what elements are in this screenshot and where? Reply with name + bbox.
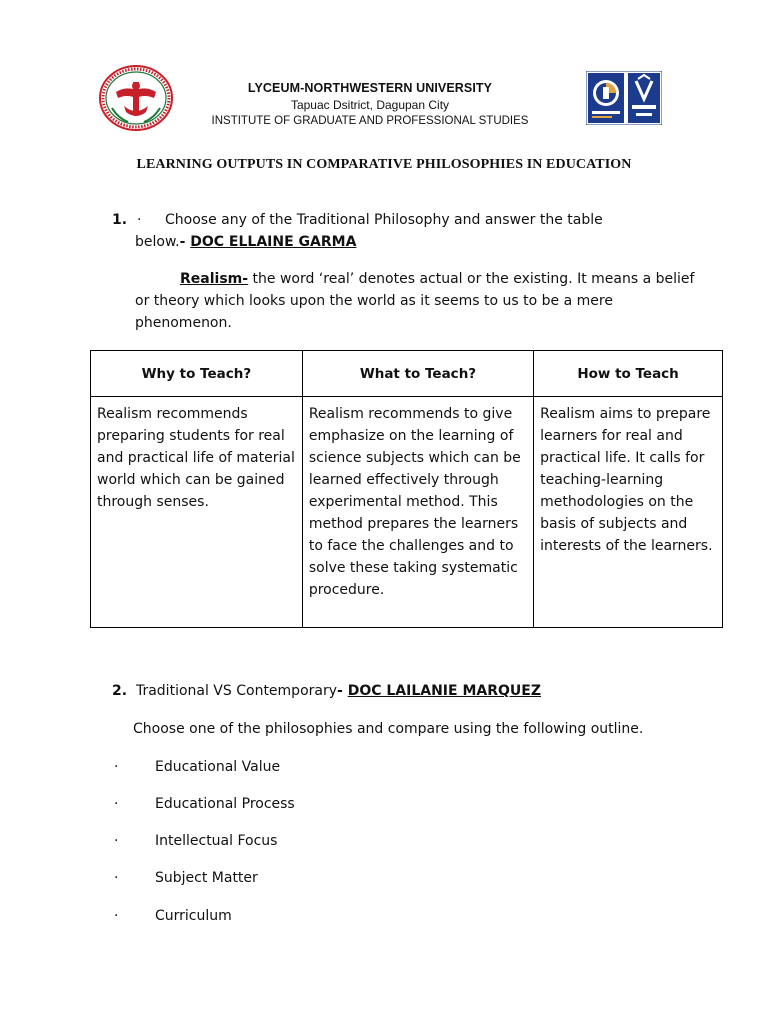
question-2-number: 2. [112,683,128,699]
table-row [91,397,723,628]
realism-term: Realism- [180,271,249,287]
outline-curriculum: Curriculum [155,908,232,924]
realism-teaching-table [90,350,723,628]
cell-how-to-teach: Realism aims to prepare learners for real and practical life. It calls for teaching-learning methodologies on the basis of subjects and interests of the learners. [534,397,723,628]
outline-educational-value: Educational Value [155,759,281,775]
question-1-dash: - [179,234,191,250]
question-2-instruction: Choose one of the philosophies and compare using the following outline. [133,721,644,737]
question-2 [112,680,541,702]
outline-subject-matter: Subject Matter [155,870,258,886]
table-header-row [91,351,723,397]
realism-definition [135,268,695,334]
list-bullet: · [114,908,119,924]
question-1-bullet: · [137,212,142,228]
header-how-to-teach: How to Teach [534,351,723,397]
outline-intellectual-focus: Intellectual Focus [155,833,278,849]
question-1-text-line2 [135,231,356,253]
institute-name: INSTITUTE OF GRADUATE AND PROFESSIONAL STUDIES [211,115,529,127]
certification-badge-logo [586,71,662,125]
university-address: Tapuac Dsitrict, Dagupan City [290,98,450,112]
question-2-dash: - [337,683,348,699]
header-why-to-teach: Why to Teach? [91,351,303,397]
document-title: LEARNING OUTPUTS IN COMPARATIVE PHILOSOPHIES IN EDUCATION [136,157,632,172]
question-1-author: DOC ELLAINE GARMA [190,234,357,250]
question-2-text: Traditional VS Contemporary [135,683,338,699]
header-what-to-teach: What to Teach? [302,351,533,397]
cell-what-to-teach: Realism recommends to give emphasize on the learning of science subjects which can be learned effectively through experimental method. This method prepares the learners to face the challenges and to solve these taking systematic procedure. [302,397,533,628]
question-1-number: 1. [112,212,128,228]
question-1-text-end: below. [135,234,180,250]
list-bullet: · [114,759,119,775]
question-1-text: Choose any of the Traditional Philosophy and answer the table [165,212,603,228]
list-bullet: · [114,833,119,849]
outline-educational-process: Educational Process [155,796,295,812]
list-bullet: · [114,796,119,812]
university-name: LYCEUM-NORTHWESTERN UNIVERSITY [247,81,493,95]
cell-why-to-teach: Realism recommends preparing students for real and practical life of material world which can be gained through senses. [91,397,303,628]
list-bullet: · [114,870,119,886]
realism-text: the word ‘real’ denotes actual or the existing. It means a belief or theory which looks upon the world as it seems to us to be a mere phenomenon. [135,271,695,331]
question-2-author: DOC LAILANIE MARQUEZ [347,683,541,699]
